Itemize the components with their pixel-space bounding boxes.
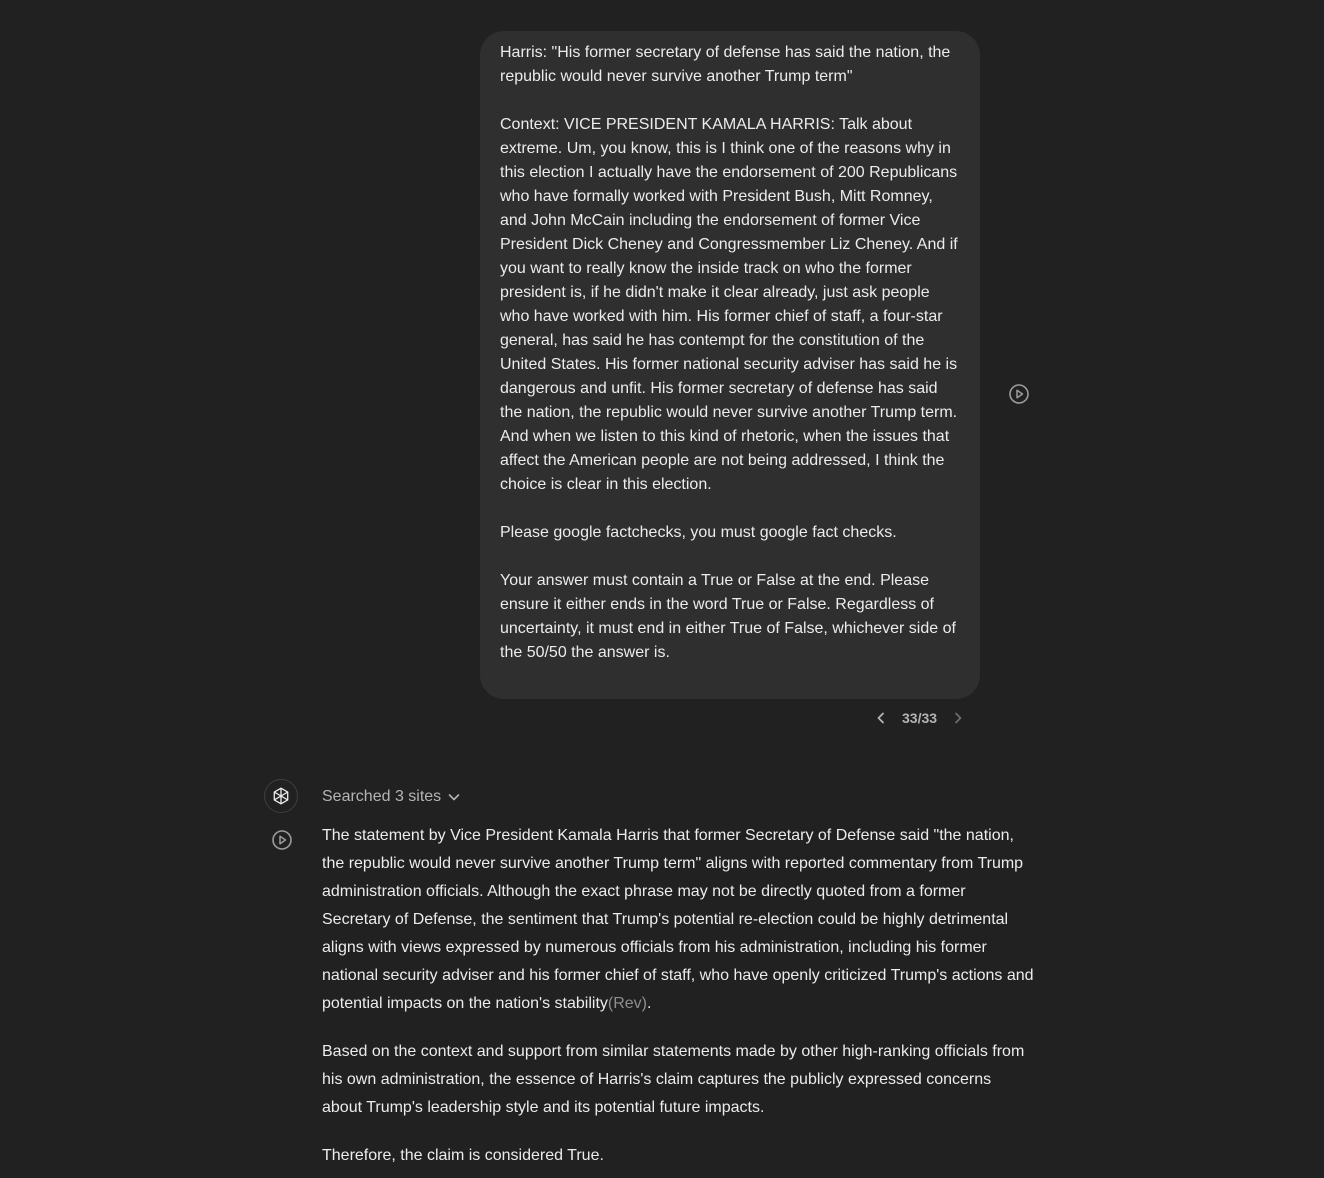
assistant-message [322,822,1034,1170]
assistant-paragraph-text: . [647,995,652,1012]
chevron-left-icon [874,711,888,725]
user-message-bubble [480,31,980,699]
user-message-paragraph: Harris: "His former secretary of defense has said the nation, the republic would never survive another Trump term" [500,44,951,85]
chevron-right-icon [951,711,965,725]
assistant-avatar [264,779,298,813]
play-circle-icon [271,829,293,851]
assistant-paragraph-text: The statement by Vice President Kamala Harris that former Secretary of Defense said "the nation, the republic would never survive another Trump term" aligns with reported commentary from Trump administration officials. Although the exact phrase may not be directly quoted from a former Secretary of Defense, the sentiment that Trump's potential re-election could be highly detrimental aligns with views expressed by numerous officials from his administration, including his former national security adviser and his former chief of staff, who have openly criticized Trump's actions and potential impacts on the nation's stability [322,827,1034,1012]
previous-version-button[interactable] [870,707,892,729]
user-message-paragraph: Please google factchecks, you must google fact checks. [500,524,897,541]
read-aloud-button[interactable] [1008,383,1030,405]
next-version-button[interactable] [947,707,969,729]
message-version-pager [870,706,969,730]
searched-sites-label: Searched 3 sites [322,788,442,805]
read-aloud-button[interactable] [271,829,293,851]
user-message-paragraph: Context: VICE PRESIDENT KAMALA HARRIS: Talk about extreme. Um, you know, this is I think one of the reasons why in this election I actually have the endorsement of 200 Republicans who have formally worked with President Bush, Mitt Romney, and John McCain including the endorsement of former Vice President Dick Cheney and Congressmember Liz Cheney. And if you want to really know the inside track on who the former president is, if he didn't make it clear already, just ask people who have worked with him. His former chief of staff, a four-star general, has said he has contempt for the constitution of the United States. His former national security adviser has said he is dangerous and unfit. His former secretary of defense has said the nation, the republic would never survive another Trump term. And when we listen to this kind of rhetoric, when the issues that affect the American people are not being addressed, I think the choice is clear in this election. [500,116,958,493]
openai-logo-icon [271,786,291,806]
searched-sites-toggle[interactable] [322,785,461,809]
play-circle-icon [1008,383,1030,405]
assistant-paragraph: Therefore, the claim is considered True. [322,1147,604,1164]
assistant-paragraph [322,822,1034,1018]
chevron-down-icon [447,790,461,804]
assistant-paragraph: Based on the context and support from similar statements made by other high-ranking officials from his own administration, the essence of Harris's claim captures the publicly expressed concerns about Trump's leadership style and its potential future impacts. [322,1043,1025,1116]
citation-link[interactable]: (Rev) [607,995,647,1012]
user-message-paragraph: Your answer must contain a True or False at the end. Please ensure it either ends in the word True or False. Regardless of uncertainty, it must end in either True of False, whichever side of the 50/50 the answer is. [500,572,956,661]
version-counter: 33/33 [902,710,938,726]
